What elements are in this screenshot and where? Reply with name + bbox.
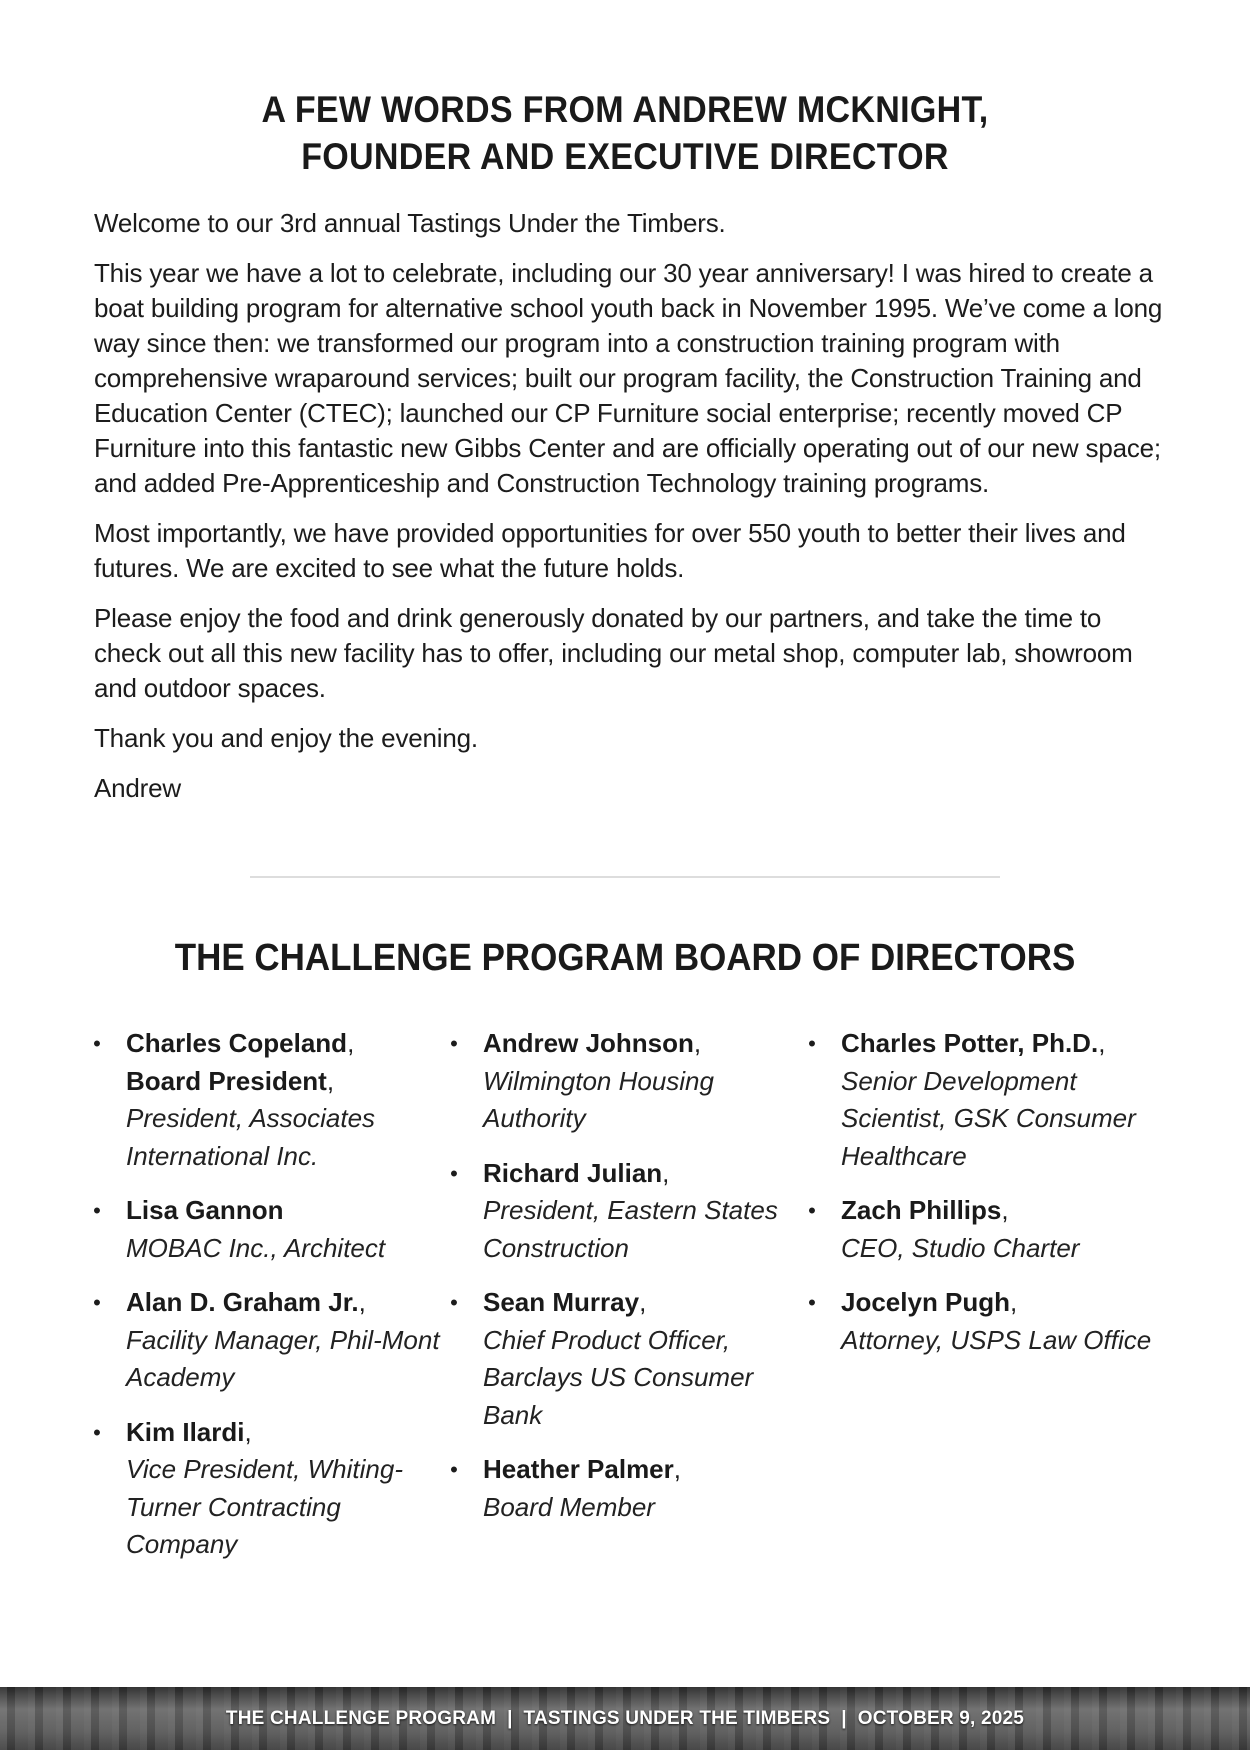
section-divider [250, 876, 1000, 878]
board-member [90, 1025, 440, 1175]
member-role: President, Associates International Inc. [126, 1103, 376, 1171]
member-name: Sean Murray [483, 1287, 640, 1317]
member-name: Heather Palmer [483, 1454, 674, 1484]
bullet-icon: • [808, 1290, 816, 1315]
member-role: MOBAC Inc., Architect [126, 1232, 386, 1263]
board-heading: THE CHALLENGE PROGRAM BOARD OF DIRECTORS [174, 937, 1076, 979]
board-member [805, 1284, 1155, 1359]
member-name: Andrew Johnson [483, 1028, 694, 1058]
letter-heading-line2: FOUNDER AND EXECUTIVE DIRECTOR [301, 136, 949, 177]
member-role: Attorney, USPS Law Office [841, 1324, 1152, 1355]
footer-banner [0, 1687, 1250, 1750]
member-name-punctuation: , [244, 1416, 252, 1447]
member-title-punctuation: , [326, 1065, 335, 1096]
letter-paragraph-history: This year we have a lot to celebrate, including our 30 year anniversary! I was hired to create a boat building program for alternative school youth back in November 1995. We’ve come a long way since then: we transformed our program into a construction training program with comprehensive wraparound services; built our program facility, the Construction Training and Education Center (CTEC); launched our CP Furniture social enterprise; recently moved CP Furniture into this fantastic new Gibbs Center and are officially operating out of our new space; and added Pre-Apprenticeship and Construction Technology training programs. [94, 258, 1163, 498]
member-name: Kim Ilardi [126, 1416, 245, 1447]
bullet-icon: • [808, 1198, 816, 1223]
bullet-icon: • [450, 1290, 458, 1315]
bullet-icon: • [450, 1031, 458, 1056]
member-role: Facility Manager, Phil-Mont Academy [126, 1324, 440, 1392]
letter-paragraph-thanks: Thank you and enjoy the evening. [94, 723, 478, 753]
board-member [90, 1414, 440, 1564]
member-name: Charles Copeland [126, 1028, 348, 1058]
member-name-punctuation: , [358, 1287, 366, 1317]
bullet-icon: • [808, 1031, 816, 1056]
member-name: Richard Julian [483, 1157, 663, 1188]
letter-paragraph-welcome: Welcome to our 3rd annual Tastings Under the Timbers. [94, 208, 726, 238]
member-name-punctuation: , [1010, 1287, 1018, 1317]
board-column-2 [447, 1025, 797, 1543]
board-member [805, 1192, 1155, 1267]
board-member [447, 1155, 797, 1268]
member-role: Wilmington Housing Authority [483, 1065, 714, 1133]
letter-paragraph-enjoy: Please enjoy the food and drink generously donated by our partners, and take the time to check out all this new facility has to offer, including our metal shop, computer lab, showroom and outdoor spaces. [94, 603, 1133, 703]
member-role: Board Member [483, 1491, 655, 1522]
bullet-icon: • [450, 1160, 458, 1186]
board-column-1 [90, 1025, 440, 1581]
board-member [90, 1192, 440, 1267]
board-member [447, 1451, 797, 1526]
member-name: Alan D. Graham Jr. [126, 1287, 359, 1317]
member-name-punctuation: , [662, 1157, 670, 1188]
member-name-punctuation: , [673, 1454, 681, 1484]
bullet-icon: • [93, 1031, 101, 1056]
bullet-icon: • [93, 1290, 101, 1315]
footer-text: THE CHALLENGE PROGRAM | TASTINGS UNDER THE TIMBERS | OCTOBER 9, 2025 [225, 1708, 1025, 1729]
member-role: President, Eastern States Construction [483, 1195, 778, 1263]
letter-heading-line1: A FEW WORDS FROM ANDREW MCKNIGHT, [261, 89, 989, 130]
member-role: CEO, Studio Charter [841, 1232, 1080, 1263]
member-name: Zach Phillips [841, 1195, 1002, 1225]
letter-paragraph-impact: Most importantly, we have provided opportunities for over 550 youth to better their lives and futures. We are excited to see what the future holds. [94, 518, 1126, 583]
bullet-icon: • [93, 1198, 101, 1223]
board-member [805, 1025, 1155, 1175]
member-role: Senior Development Scientist, GSK Consumer Healthcare [841, 1065, 1136, 1171]
member-role: Vice President, Whiting-Turner Contracting Company [126, 1454, 403, 1559]
member-name-punctuation: , [1098, 1028, 1106, 1058]
bullet-icon: • [93, 1419, 101, 1445]
member-name-punctuation: , [693, 1028, 702, 1058]
member-name-punctuation: , [1001, 1195, 1009, 1225]
bullet-icon: • [450, 1457, 458, 1482]
member-name-punctuation: , [347, 1028, 355, 1058]
letter-heading [50, 86, 1200, 180]
member-name: Lisa Gannon [126, 1195, 284, 1225]
board-member [447, 1284, 797, 1434]
member-board-title: Board President [126, 1065, 327, 1096]
member-name: Charles Potter, Ph.D. [841, 1028, 1099, 1058]
board-member [90, 1284, 440, 1397]
member-name: Jocelyn Pugh [841, 1287, 1011, 1317]
board-column-3 [805, 1025, 1155, 1376]
letter-body [94, 206, 1174, 821]
letter-signature: Andrew [94, 773, 181, 803]
board-member [447, 1025, 797, 1138]
member-name-punctuation: , [639, 1287, 647, 1317]
member-role: Chief Product Officer, Barclays US Consumer Bank [483, 1324, 754, 1430]
